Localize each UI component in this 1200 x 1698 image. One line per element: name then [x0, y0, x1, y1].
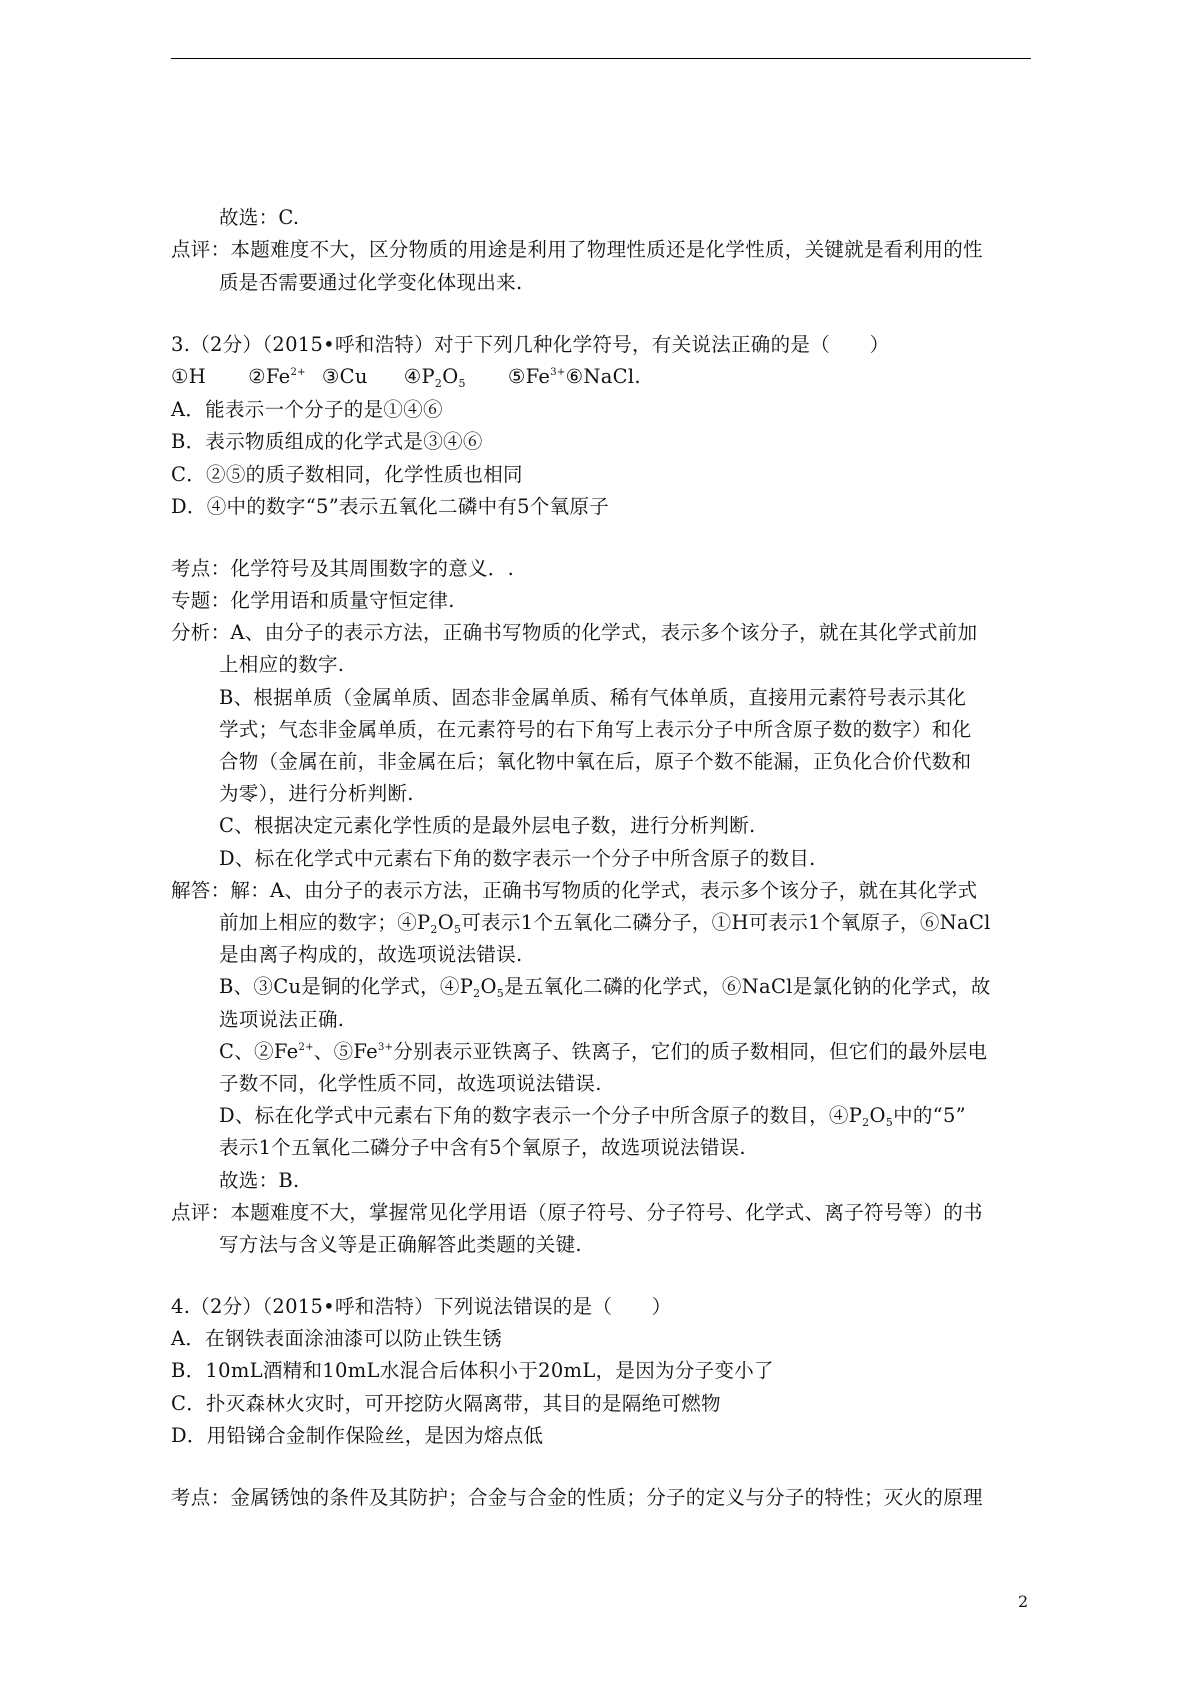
- q3-fenxi-line: 合物（金属在前，非金属在后；氧化物中氧在后，原子个数不能漏，正负化合价代数和: [219, 750, 972, 773]
- q3-fenxi-line: C、根据决定元素化学性质的是最外层电子数，进行分析判断.: [219, 814, 756, 837]
- q3-jieda-line: 是由离子构成的，故选项说法错误.: [219, 943, 523, 966]
- q3-symbols: ①H $②Fe^{2+}$ ③Cu $④P_2O_5$ $⑤Fe^{3+}⑥NaCl$.: [171, 365, 641, 390]
- q3-dianping-line: 点评：本题难度不大，掌握常见化学用语（原子符号、分子符号、化学式、离子符号等）的书: [171, 1201, 983, 1224]
- page-number: 2: [1018, 1592, 1029, 1611]
- q4-stem: 4.（2分）（2015•呼和浩特）下列说法错误的是（ ）: [171, 1295, 672, 1318]
- q4-option-b: B．10mL酒精和10mL水混合后体积小于20mL，是因为分子变小了: [171, 1359, 774, 1382]
- q4-kaodian: 考点：金属锈蚀的条件及其防护；合金与合金的性质；分子的定义与分子的特性；灭火的原理: [171, 1486, 983, 1509]
- q3-kaodian: 考点：化学符号及其周围数字的意义．.: [171, 557, 515, 580]
- q3-option-b: B．表示物质组成的化学式是③④⑥: [171, 430, 483, 453]
- q3-option-d: D．④中的数字“5”表示五氧化二磷中有5个氧原子: [171, 495, 610, 518]
- q3-fenxi-line: D、标在化学式中元素右下角的数字表示一个分子中所含原子的数目.: [219, 847, 816, 870]
- q3-fenxi-line: 为零），进行分析判断.: [219, 782, 414, 805]
- q3-answer: 故选：B.: [219, 1169, 300, 1192]
- q3-jieda-line: 子数不同，化学性质不同，故选项说法错误.: [219, 1072, 602, 1095]
- q3-fenxi-line: B、根据单质（金属单质、固态非金属单质、稀有气体单质，直接用元素符号表示其化: [219, 686, 967, 709]
- q3-fenxi-line: 学式；气态非金属单质，在元素符号的右下角写上表示分子中所含原子数的数字）和化: [219, 718, 972, 741]
- q3-zhuanti: 专题：化学用语和质量守恒定律.: [171, 589, 455, 612]
- q3-option-c: C．②⑤的质子数相同，化学性质也相同: [171, 463, 523, 486]
- q3-jieda-line: C、$②Fe^{2+}$、$⑤Fe^{3+}$分别表示亚铁离子、铁离子，它们的质子数相同，但它们的最外层电: [219, 1040, 988, 1063]
- q3-jieda-line: D、标在化学式中元素右下角的数字表示一个分子中所含原子的数目，$④P_2O_5$中的“5”: [219, 1104, 966, 1129]
- q4-option-c: C．扑灭森林火灾时，可开挖防火隔离带，其目的是隔绝可燃物: [171, 1392, 721, 1415]
- prev-answer: 故选：C.: [219, 206, 300, 229]
- prev-comment-line-2: 质是否需要通过化学变化体现出来.: [219, 271, 523, 294]
- q4-option-d: D．用铅锑合金制作保险丝，是因为熔点低: [171, 1424, 544, 1447]
- q3-jieda-line: 选项说法正确.: [219, 1008, 345, 1031]
- q3-fenxi-line: 分析：A、由分子的表示方法，正确书写物质的化学式，表示多个该分子，就在其化学式前加: [171, 621, 978, 644]
- q3-fenxi-line: 上相应的数字.: [219, 653, 345, 676]
- q3-jieda-line: 解答：解：A、由分子的表示方法，正确书写物质的化学式，表示多个该分子，就在其化学式: [171, 879, 978, 902]
- q3-jieda-line: 表示1个五氧化二磷分子中含有5个氧原子，故选项说法错误.: [219, 1136, 746, 1159]
- q3-jieda-line: 前加上相应的数字；$④P_2O_5$可表示1个五氧化二磷分子，①H可表示1个氧原子，⑥NaCl: [219, 911, 991, 936]
- q3-dianping-line: 写方法与含义等是正确解答此类题的关键.: [219, 1233, 582, 1256]
- q4-option-a: A．在钢铁表面涂油漆可以防止铁生锈: [171, 1327, 503, 1350]
- q3-option-a: A．能表示一个分子的是①④⑥: [171, 398, 443, 421]
- q3-jieda-line: B、③Cu是铜的化学式，$④P_2O_5$是五氧化二磷的化学式，⑥NaCl是氯化钠的化学式，故: [219, 975, 991, 1000]
- prev-comment-line-1: 点评：本题难度不大，区分物质的用途是利用了物理性质还是化学性质，关键就是看利用的性: [171, 238, 983, 261]
- q3-stem: 3.（2分）（2015•呼和浩特）对于下列几种化学符号，有关说法正确的是（ ）: [171, 333, 890, 356]
- header-rule: [171, 58, 1031, 59]
